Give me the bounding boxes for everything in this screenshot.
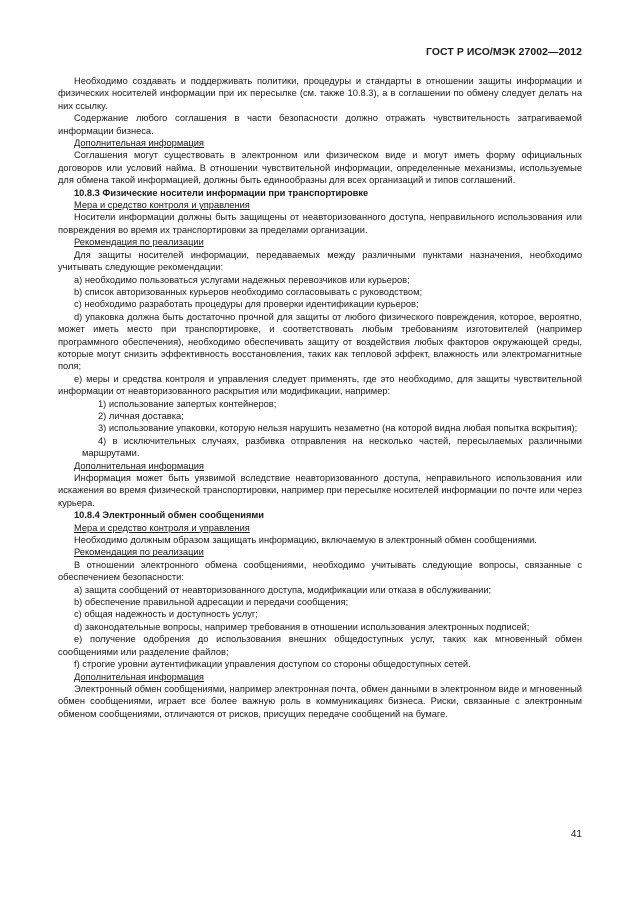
list-item: d) упаковка должна быть достаточно прочной для защиты от любого физического повреждения, которое, вероятно, может иметь место при транспортировке, и соответствовать любым требованиям изготовителей (например программного обеспечения), необходимо обеспечивать защиту от воздействия любых факторов окружающей среды, которые могут снизить эффективность восстановления, таких как тепловой эффект, влажность или электромагнитные поля; bbox=[58, 311, 582, 372]
list-item: f) строгие уровни аутентификации управления доступом со стороны общедоступных сетей. bbox=[74, 659, 471, 670]
list-item: a) защита сообщений от неавторизованного доступа, модификации или отказа в обслуживании; bbox=[74, 584, 492, 595]
list-item: e) получение одобрения до использования внешних общедоступных услуг, таких как мгновенный обмен сообщениями или разделение файлов; bbox=[58, 634, 582, 657]
section-label: Рекомендация по реализации bbox=[74, 547, 204, 558]
sub-list-item: 2) личная доставка; bbox=[98, 410, 184, 421]
section-label: Дополнительная информация bbox=[74, 138, 204, 149]
paragraph: В отношении электронного обмена сообщениями, необходимо учитывать следующие вопросы, связанные с обеспечением безопасности: bbox=[58, 559, 582, 583]
paragraph: Соглашения могут существовать в электронном или физическом виде и могут иметь форму официальных договоров или условий найма. В отношении чувствительной информации, определенные механизмы, используемые для обмена такой информацией, должны быть единообразны для всех организаций и типов соглашений. bbox=[58, 150, 582, 186]
paragraph: Для защиты носителей информации, передаваемых между различными пунктами назначения, необходимо учитывать следующие рекомендации: bbox=[58, 249, 582, 273]
paragraph: Электронный обмен сообщениями, например электронная почта, обмен данными в электронном виде и мгновенный обмен сообщениями, играет все более важную роль в коммуникациях бизнеса. Риски, связанные с электронным обменом сообщениями, отличаются от рисков, присущих передаче сообщений на бумаге. bbox=[58, 683, 582, 719]
document-body bbox=[58, 75, 582, 720]
paragraph: Необходимо создавать и поддерживать политики, процедуры и стандарты в отношении защиты информации и физических носителей информации при их пересылке (см. также 10.8.3), а в соглашении по обмену следует делать на них ссылку. bbox=[58, 76, 582, 111]
paragraph: Содержание любого соглашения в части безопасности должно отражать чувствительность затрагиваемой информации бизнеса. bbox=[58, 113, 582, 136]
paragraph: Носители информации должны быть защищены от неавторизованного доступа, неправильного использования или повреждения во время их транспортировки за пределами организации. bbox=[58, 212, 582, 235]
section-label: Рекомендация по реализации bbox=[74, 237, 204, 248]
section-heading: 10.8.4 Электронный обмен сообщениями bbox=[74, 510, 264, 521]
section-label: Мера и средство контроля и управления bbox=[74, 522, 250, 533]
list-item: d) законодательные вопросы, например требования в отношении использования электронных подписей; bbox=[74, 621, 530, 632]
section-heading: 10.8.3 Физические носители информации при транспортировке bbox=[74, 187, 369, 198]
sub-list-item: 4) в исключительных случаях, разбивка отправления на несколько частей, пересылаемых различными маршрутами. bbox=[82, 435, 582, 459]
document-header: ГОСТ Р ИСО/МЭК 27002—2012 bbox=[426, 47, 582, 58]
list-item: b) список авторизованных курьеров необходимо согласовывать с руководством; bbox=[74, 286, 423, 297]
list-item: e) меры и средства контроля и управления следует применять, где это необходимо, для защиты чувствительной информации от неавторизованного раскрытия или модификации, например: bbox=[58, 373, 582, 397]
list-item: c) необходимо разработать процедуры для проверки идентификации курьеров; bbox=[74, 299, 419, 310]
list-item: c) общая надежность и доступность услуг; bbox=[74, 609, 258, 620]
page-number: 41 bbox=[570, 829, 582, 840]
section-label: Дополнительная информация bbox=[74, 460, 204, 471]
paragraph: Необходимо должным образом защищать информацию, включаемую в электронный обмен сообщениями. bbox=[74, 535, 537, 546]
list-item: b) обеспечение правильной адресации и передачи сообщения; bbox=[74, 597, 349, 608]
paragraph: Информация может быть уязвимой вследствие неавторизованного доступа, неправильного использования или искажения во время физической транспортировки, например при пересылке носителей информации по почте или через курьера. bbox=[58, 473, 582, 508]
sub-list-item: 3) использование упаковки, которую нельзя нарушить незаметно (на которой видна любая попытка вскрытия); bbox=[98, 423, 578, 434]
sub-list-item: 1) использование запертых контейнеров; bbox=[98, 398, 277, 409]
section-label: Мера и средство контроля и управления bbox=[74, 200, 250, 211]
list-item: a) необходимо пользоваться услугами надежных перевозчиков или курьеров; bbox=[74, 274, 410, 285]
section-label: Дополнительная информация bbox=[74, 671, 204, 682]
